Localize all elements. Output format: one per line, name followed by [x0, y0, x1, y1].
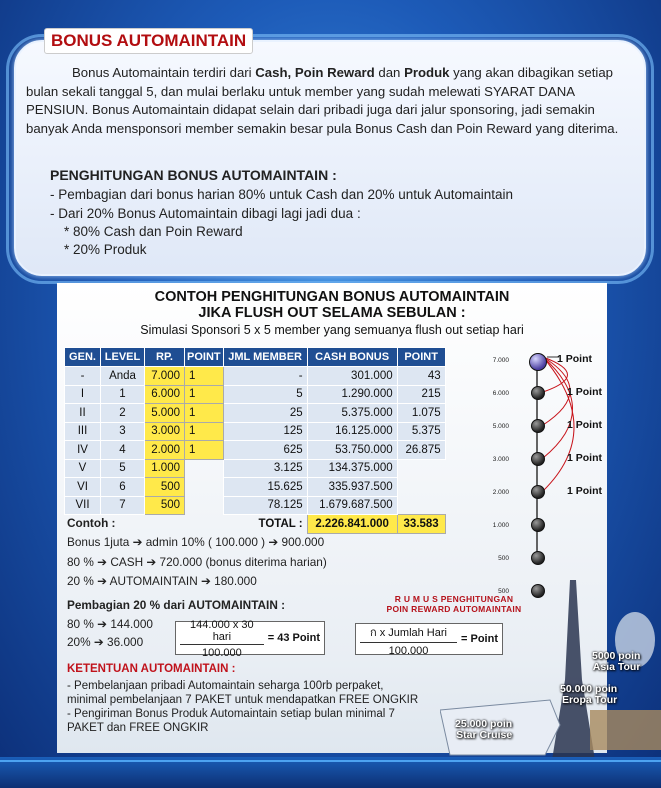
contoh-line: 20 % ➔ AUTOMAINTAIN ➔ 180.000 — [67, 574, 257, 588]
table-cell: 7.000 — [145, 367, 185, 386]
ketentuan-item: PAKET dan FREE ONGKIR — [67, 722, 209, 734]
tree-node — [531, 485, 545, 499]
table-cell: 5 — [101, 459, 145, 478]
table-cell: - — [65, 367, 101, 386]
table-cell: 1 — [185, 367, 224, 386]
tree-level-label: 6.000 — [492, 390, 509, 397]
table-cell: 6 — [101, 478, 145, 497]
table-cell: 5.375.000 — [307, 404, 397, 423]
calc-subtitle: PENGHITUNGAN BONUS AUTOMAINTAIN : — [50, 167, 337, 183]
table-cell: 1 — [185, 404, 224, 423]
panel-title: CONTOH PENGHITUNGAN BONUS AUTOMAINTAIN — [154, 289, 510, 305]
table-header: JML MEMBER — [223, 348, 307, 367]
table-row — [65, 385, 446, 404]
table-header: LEVEL — [101, 348, 145, 367]
table-header: GEN. — [65, 348, 101, 367]
table-cell: 4 — [101, 441, 145, 460]
table-cell: 3 — [101, 422, 145, 441]
tree-point-label: 1 Point — [567, 419, 603, 431]
table-row — [65, 459, 446, 478]
table-cell: 78.125 — [223, 496, 307, 515]
table-cell: 215 — [397, 385, 445, 404]
table-header: POINT — [185, 348, 224, 367]
table-row — [65, 367, 446, 386]
table-cell: 1.679.687.500 — [307, 496, 397, 515]
bullet: * 80% Cash dan Poin Reward — [64, 224, 243, 239]
table-cell: 134.375.000 — [307, 459, 397, 478]
panel-subtitle: Simulasi Sponsori 5 x 5 member yang semuanya flush out setiap hari — [140, 323, 524, 337]
colosseum-icon — [590, 710, 661, 750]
table-cell — [185, 478, 224, 497]
pembagian-line: 20% ➔ 36.000 — [67, 635, 144, 649]
ketentuan-item: - Pengiriman Bonus Produk Automaintain setiap bulan minimal 7 — [67, 708, 395, 720]
table-cell: 625 — [223, 441, 307, 460]
table-cell — [185, 496, 224, 515]
table-row — [65, 478, 446, 497]
tree-node — [531, 419, 545, 433]
formula-example: 144.000 x 30 hari 100.000 = 43 Point — [175, 621, 325, 655]
ketentuan-item: minimal pembelanjaan 7 PAKET untuk mendapatkan FREE ONGKIR — [67, 694, 419, 706]
table-header: POINT — [397, 348, 445, 367]
table-cell — [185, 459, 224, 478]
ketentuan-title: KETENTUAN AUTOMAINTAIN : — [67, 663, 236, 675]
table-cell: 125 — [223, 422, 307, 441]
tree-level-label: 500 — [498, 555, 509, 562]
section-title: BONUS AUTOMAINTAIN — [44, 28, 253, 54]
table-cell: - — [223, 367, 307, 386]
table-cell: 2 — [101, 404, 145, 423]
table-cell: 1.290.000 — [307, 385, 397, 404]
panel-title-2: JIKA FLUSH OUT SELAMA SEBULAN : — [198, 305, 466, 321]
table-cell: VII — [65, 496, 101, 515]
table-total-row — [65, 515, 446, 534]
tour-asia: 5000 poin Asia Tour — [592, 650, 641, 673]
tree-node — [529, 353, 547, 371]
contoh-line: Bonus 1juta ➔ admin 10% ( 100.000 ) ➔ 900.000 — [67, 535, 325, 549]
tree-level-label: 1.000 — [492, 522, 509, 529]
total-cash: 2.226.841.000 — [307, 515, 397, 534]
formula-rumus: ก x Jumlah Hari 100.000 = Point — [355, 623, 503, 655]
table-row — [65, 404, 446, 423]
sponsor-tree-lines — [497, 345, 607, 585]
table-cell: V — [65, 459, 101, 478]
eiffel-tower-icon — [552, 580, 595, 760]
table-cell: 3.000 — [145, 422, 185, 441]
header-box — [14, 31, 646, 276]
bullet: - Dari 20% Bonus Automaintain dibagi lagi jadi dua : — [50, 206, 361, 221]
footer-strip — [0, 757, 661, 788]
tree-point-label: 1 Point — [567, 452, 603, 464]
table-cell: 1.075 — [397, 404, 445, 423]
table-cell: 5.000 — [145, 404, 185, 423]
intro-paragraph: Bonus Automaintain terdiri dari Cash, Poin Reward dan Produk yang akan dibagikan setiap bulan sekali tanggal 5, dan mulai berlaku untuk member yang sudah melewati SYARAT DANA PENSIUN. Bonus Automaintain didapat selain dari pribadi juga dari jalur sponsoring, jadi semakin banyak Anda mensponsori member semakin besar pula Bonus Cash dan Poin Reward yang diterima. — [26, 65, 619, 136]
table-cell: 53.750.000 — [307, 441, 397, 460]
table-cell: VI — [65, 478, 101, 497]
table-cell: 335.937.500 — [307, 478, 397, 497]
table-cell: 1 — [185, 422, 224, 441]
table-header: CASH BONUS — [307, 348, 397, 367]
table-cell: 1.000 — [145, 459, 185, 478]
pembagian-label: Pembagian 20 % dari AUTOMAINTAIN : — [67, 598, 286, 612]
tree-node — [531, 518, 545, 532]
table-cell: 5 — [223, 385, 307, 404]
table-cell: 6.000 — [145, 385, 185, 404]
table-cell: 25 — [223, 404, 307, 423]
table-cell: 500 — [145, 478, 185, 497]
pembagian-line: 80 % ➔ 144.000 — [67, 617, 153, 631]
table-cell: 1 — [185, 385, 224, 404]
tour-cruise: 25.000 poin Star Cruise — [455, 718, 513, 741]
table-row — [65, 422, 446, 441]
tree-point-label: 1 Point — [557, 353, 593, 365]
table-cell — [397, 496, 445, 515]
contoh-label: Contoh : — [67, 516, 116, 530]
tour-eropa: 50.000 poin Eropa Tour — [560, 683, 618, 706]
rumus-title: R U M U S PENGHITUNGAN POIN REWARD AUTOMAINTAIN — [386, 594, 522, 614]
table-cell: 7 — [101, 496, 145, 515]
table-cell: Anda — [101, 367, 145, 386]
table-cell: 2.000 — [145, 441, 185, 460]
tree-node — [531, 452, 545, 466]
bonus-table — [64, 347, 446, 534]
table-row — [65, 441, 446, 460]
table-cell: 301.000 — [307, 367, 397, 386]
table-cell: 500 — [145, 496, 185, 515]
table-cell: I — [65, 385, 101, 404]
tree-level-label: 500 — [498, 588, 509, 595]
table-cell: 16.125.000 — [307, 422, 397, 441]
table-cell: IV — [65, 441, 101, 460]
table-cell — [397, 459, 445, 478]
total-point: 33.583 — [397, 515, 445, 534]
table-cell — [397, 478, 445, 497]
table-cell: 5.375 — [397, 422, 445, 441]
table-cell: 1 — [101, 385, 145, 404]
table-cell: III — [65, 422, 101, 441]
table-cell: 26.875 — [397, 441, 445, 460]
table-cell: 43 — [397, 367, 445, 386]
bullet: - Pembagian dari bonus harian 80% untuk Cash dan 20% untuk Automaintain — [50, 187, 514, 202]
bullet: * 20% Produk — [64, 242, 147, 257]
tree-node — [531, 386, 545, 400]
tree-level-label: 2.000 — [492, 489, 509, 496]
tree-level-label: 3.000 — [492, 456, 509, 463]
tree-level-label: 5.000 — [492, 423, 509, 430]
table-row — [65, 496, 446, 515]
ketentuan-item: - Pembelanjaan pribadi Automaintain seharga 100rb perpaket, — [67, 680, 384, 692]
table-cell: 1 — [185, 441, 224, 460]
total-label: TOTAL : — [258, 518, 303, 530]
table-cell: II — [65, 404, 101, 423]
tree-point-label: 1 Point — [567, 485, 603, 497]
table-header: RP. — [145, 348, 185, 367]
table-cell: 3.125 — [223, 459, 307, 478]
tree-level-label: 7.000 — [492, 357, 509, 364]
table-cell: 15.625 — [223, 478, 307, 497]
contoh-line: 80 % ➔ CASH ➔ 720.000 (bonus diterima harian) — [67, 555, 327, 569]
tree-point-label: 1 Point — [567, 386, 603, 398]
